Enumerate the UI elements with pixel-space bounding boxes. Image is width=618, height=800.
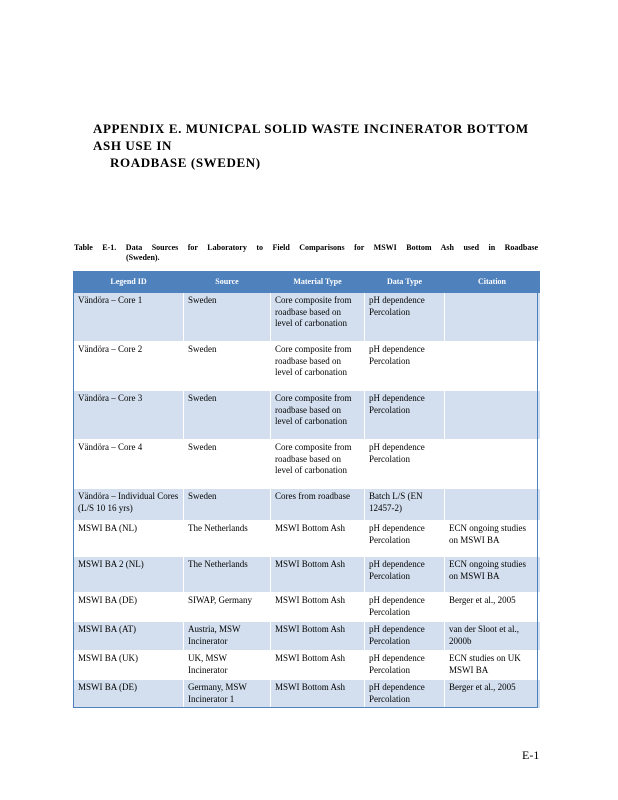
cell-legend: MSWI BA (DE) xyxy=(74,680,184,709)
cell-material: MSWI Bottom Ash xyxy=(271,593,365,622)
appendix-heading-line-1: APPENDIX E. MUNICPAL SOLID WASTE INCINERATOR BOTTOM ASH USE IN xyxy=(93,121,529,153)
table-row xyxy=(74,391,540,440)
cell-source: The Netherlands xyxy=(184,557,271,593)
cell-material: Cores from roadbase xyxy=(271,489,365,521)
table-row xyxy=(74,342,540,391)
cell-citation: van der Sloot et al., 2000b xyxy=(445,622,540,651)
cell-material: MSWI Bottom Ash xyxy=(271,622,365,651)
cell-material: MSWI Bottom Ash xyxy=(271,680,365,709)
cell-material: Core composite from roadbase based on level of carbonation xyxy=(271,293,365,342)
appendix-heading xyxy=(93,120,553,171)
data-sources-table xyxy=(73,271,540,709)
cell-material: MSWI Bottom Ash xyxy=(271,557,365,593)
cell-citation xyxy=(445,440,540,489)
table-row xyxy=(74,521,540,557)
table-row xyxy=(74,651,540,680)
cell-data-type: pH dependence Percolation xyxy=(365,342,445,391)
cell-source: SIWAP, Germany xyxy=(184,593,271,622)
table-row xyxy=(74,489,540,521)
cell-data-type: pH dependence Percolation xyxy=(365,391,445,440)
cell-data-type: pH dependence Percolation xyxy=(365,622,445,651)
cell-citation: ECN studies on UK MSWI BA xyxy=(445,651,540,680)
header-legend-id: Legend ID xyxy=(74,272,184,293)
table-row xyxy=(74,680,540,709)
header-citation: Citation xyxy=(445,272,540,293)
cell-citation xyxy=(445,293,540,342)
table-row xyxy=(74,593,540,622)
cell-source: Sweden xyxy=(184,440,271,489)
table-caption: Table E-1. Data Sources for Laboratory to Field Comparisons for MSWI Bottom Ash used in Roadbase xyxy=(74,243,538,252)
table-row xyxy=(74,557,540,593)
appendix-heading-line-2: ROADBASE (SWEDEN) xyxy=(110,155,261,170)
cell-source: UK, MSW Incinerator xyxy=(184,651,271,680)
cell-data-type: pH dependence Percolation xyxy=(365,593,445,622)
cell-source: Germany, MSW Incinerator 1 xyxy=(184,680,271,709)
cell-citation xyxy=(445,489,540,521)
header-data-type: Data Type xyxy=(365,272,445,293)
cell-material: Core composite from roadbase based on level of carbonation xyxy=(271,440,365,489)
cell-material: Core composite from roadbase based on level of carbonation xyxy=(271,391,365,440)
cell-data-type: pH dependence Percolation xyxy=(365,557,445,593)
cell-citation: ECN ongoing studies on MSWI BA xyxy=(445,521,540,557)
table-caption-continued: (Sweden). xyxy=(126,253,160,262)
cell-citation: Berger et al., 2005 xyxy=(445,593,540,622)
cell-material: MSWI Bottom Ash xyxy=(271,521,365,557)
cell-legend: Vändöra – Core 4 xyxy=(74,440,184,489)
cell-material: Core composite from roadbase based on level of carbonation xyxy=(271,342,365,391)
cell-legend: MSWI BA (NL) xyxy=(74,521,184,557)
cell-data-type: pH dependence Percolation xyxy=(365,680,445,709)
table-row xyxy=(74,622,540,651)
cell-source: Sweden xyxy=(184,391,271,440)
cell-legend: MSWI BA (UK) xyxy=(74,651,184,680)
cell-citation: ECN ongoing studies on MSWI BA xyxy=(445,557,540,593)
page-number: E-1 xyxy=(522,748,540,762)
table-row xyxy=(74,440,540,489)
cell-legend: Vändöra – Core 2 xyxy=(74,342,184,391)
cell-data-type: pH dependence Percolation xyxy=(365,521,445,557)
cell-data-type: pH dependence Percolation xyxy=(365,440,445,489)
cell-material: MSWI Bottom Ash xyxy=(271,651,365,680)
cell-legend: Vändöra – Individual Cores (L/S 10 16 yrs) xyxy=(74,489,184,521)
cell-source: Sweden xyxy=(184,489,271,521)
table-header-row xyxy=(74,272,540,293)
cell-legend: Vändöra – Core 1 xyxy=(74,293,184,342)
cell-citation xyxy=(445,391,540,440)
cell-data-type: pH dependence Percolation xyxy=(365,651,445,680)
cell-data-type: pH dependence Percolation xyxy=(365,293,445,342)
cell-source: Sweden xyxy=(184,293,271,342)
cell-legend: MSWI BA (AT) xyxy=(74,622,184,651)
cell-citation xyxy=(445,342,540,391)
cell-source: The Netherlands xyxy=(184,521,271,557)
table-row xyxy=(74,293,540,342)
cell-data-type: Batch L/S (EN 12457-2) xyxy=(365,489,445,521)
cell-legend: Vändöra – Core 3 xyxy=(74,391,184,440)
cell-legend: MSWI BA 2 (NL) xyxy=(74,557,184,593)
header-source: Source xyxy=(184,272,271,293)
header-material-type: Material Type xyxy=(271,272,365,293)
cell-source: Austria, MSW Incinerator xyxy=(184,622,271,651)
cell-citation: Berger et al., 2005 xyxy=(445,680,540,709)
cell-legend: MSWI BA (DE) xyxy=(74,593,184,622)
cell-source: Sweden xyxy=(184,342,271,391)
